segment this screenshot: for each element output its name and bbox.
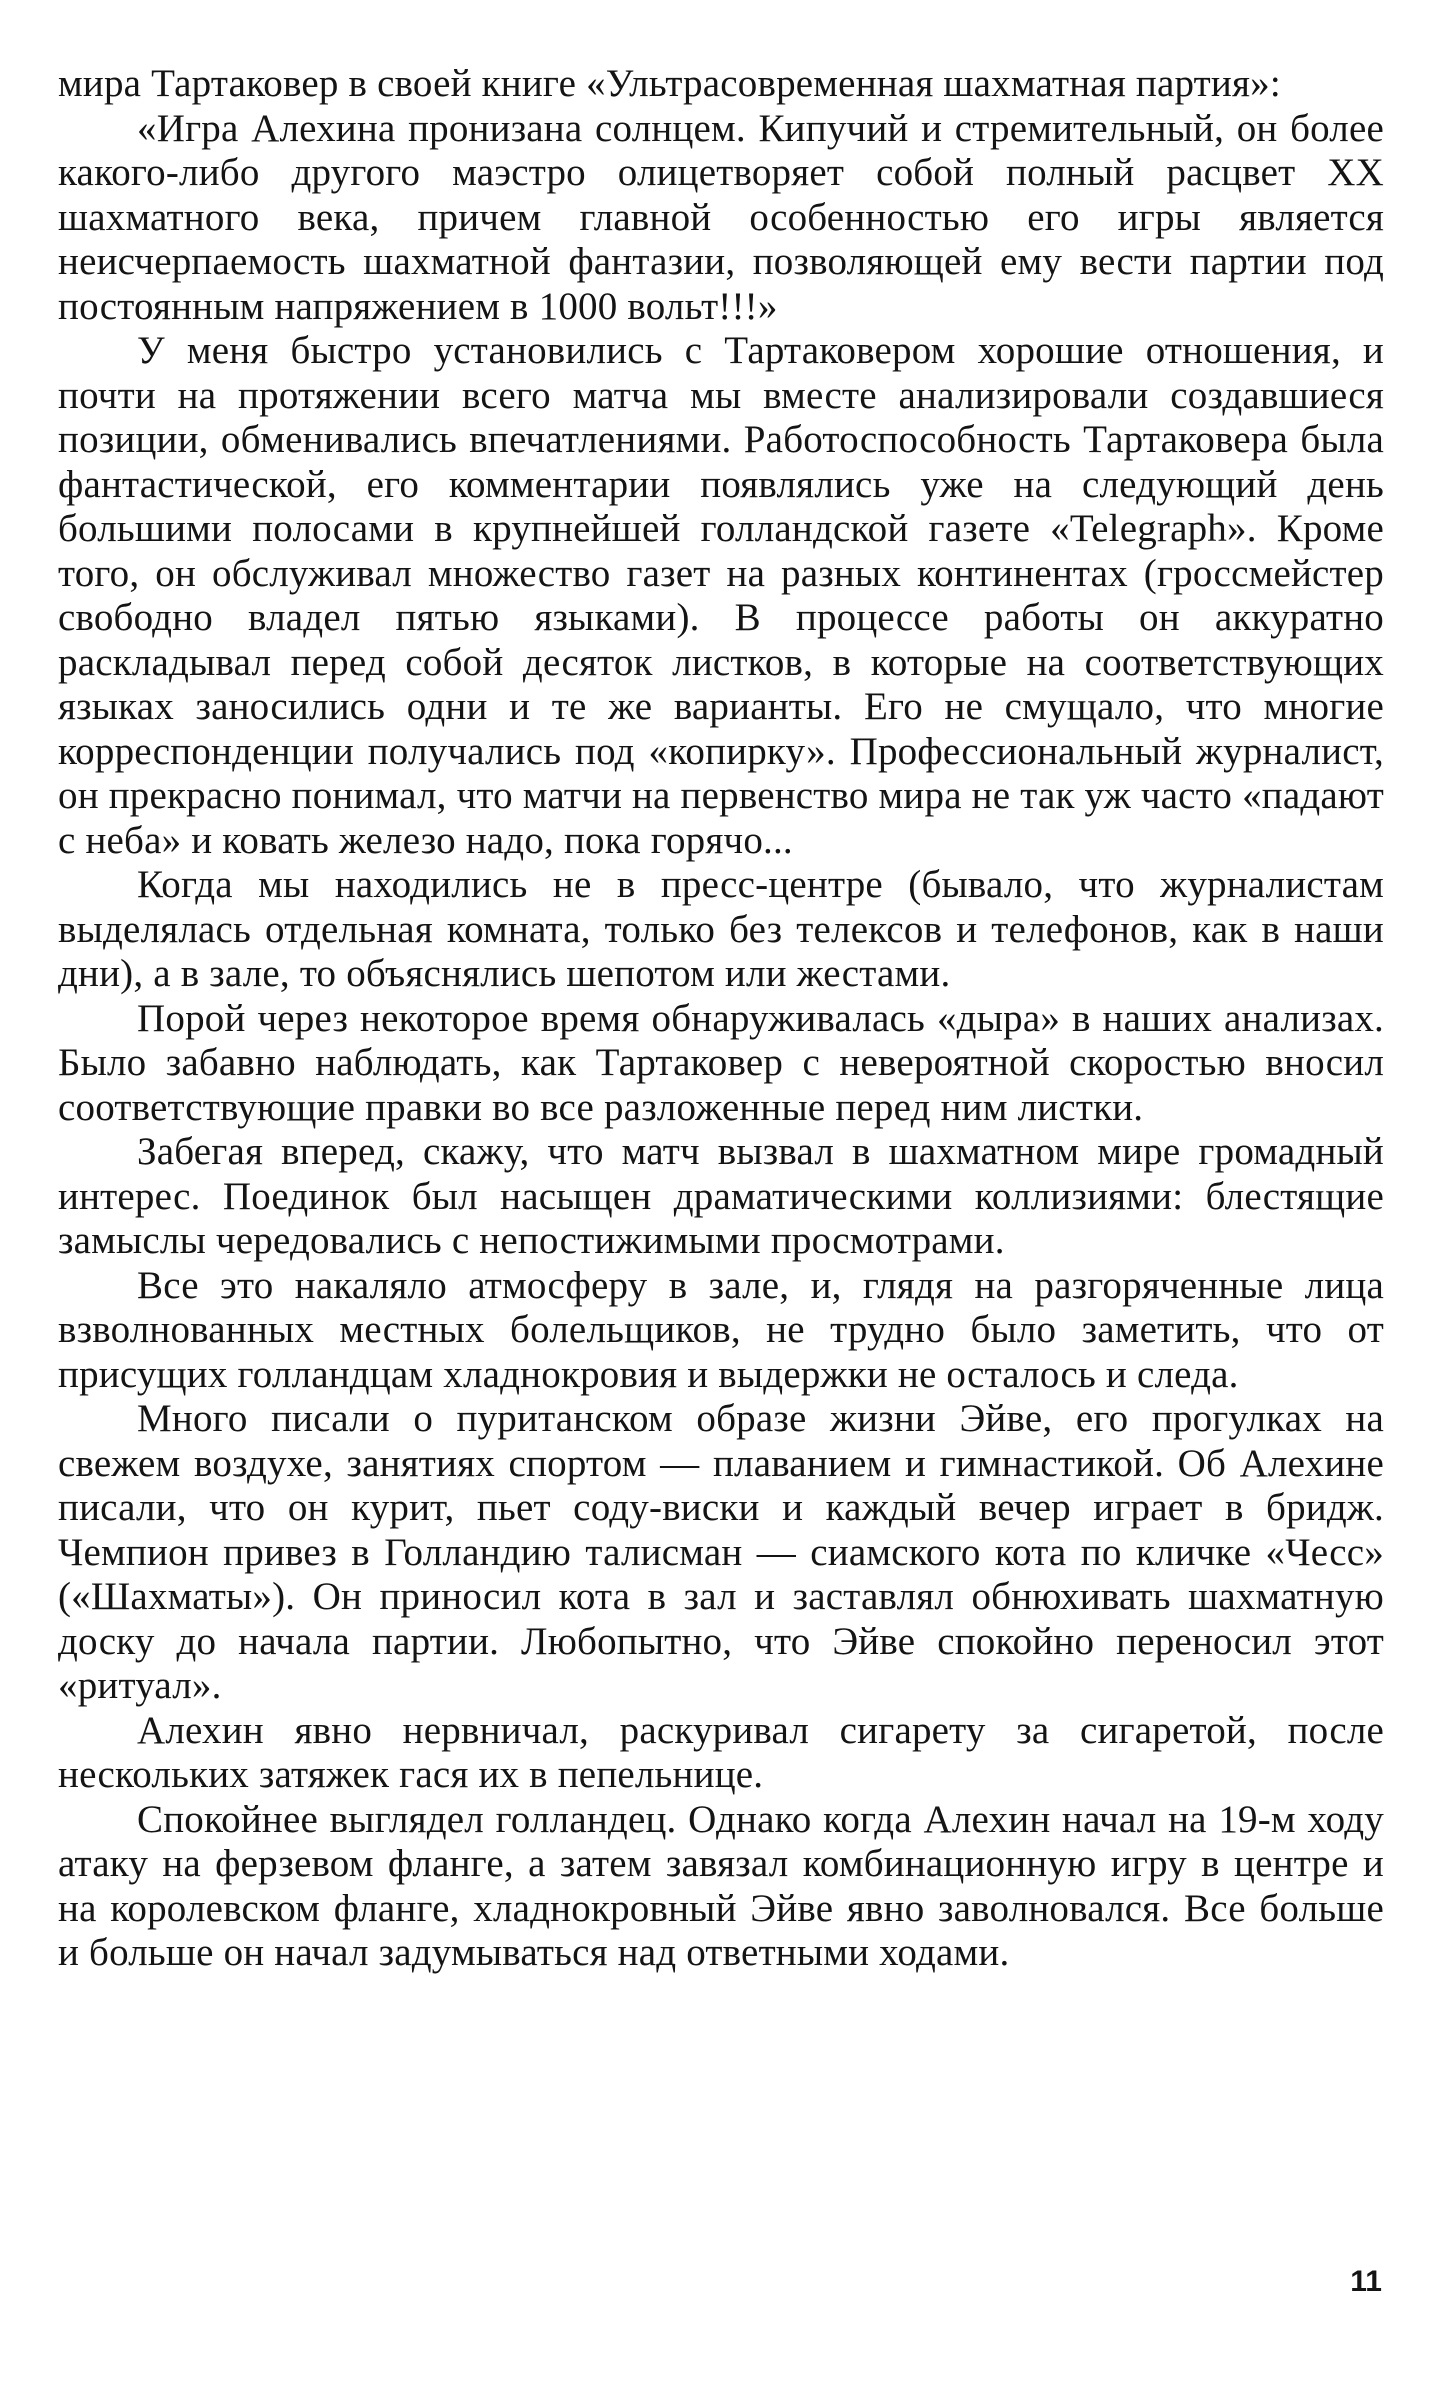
paragraph-continuation: мира Тартаковер в своей книге «Ультрасовременная шахматная партия»: xyxy=(58,62,1281,105)
paragraph: У меня быстро установились с Тартаковером хорошие отношения, и почти на протяжении всего матча мы вместе анализировали создавшиеся позиции, обменивались впечатлениями. Работоспособность Тартаковера была фантастической, его комментарии появлялись уже на следующий день большими полосами в крупнейшей голландской газете «Telegraph». Кроме того, он обслуживал множество газет на разных континентах (гроссмейстер свободно владел пятью языками). В процессе работы он аккуратно раскладывал перед собой десяток листков, в которые на соответствующих языках заносились одни и те же варианты. Его не смущало, что многие корреспонденции получались под «копирку». Профессиональный журналист, он прекрасно понимал, что матчи на первенство мира не так уж часто «падают с неба» и ковать железо надо, пока горячо... xyxy=(58,329,1384,862)
paragraph-quote: «Игра Алехина пронизана солнцем. Кипучий и стремительный, он более какого-либо другого маэстро олицетворяет собой полный расцвет XX шахматного века, причем главной особенностью его игры является неисчерпаемость шахматной фантазии, позволяющей ему вести партии под постоянным напряжением в 1000 вольт!!!» xyxy=(58,106,1384,328)
paragraph: Забегая вперед, скажу, что матч вызвал в шахматном мире громадный интерес. Поединок был насыщен драматическими коллизиями: блестящие замыслы чередовались с непостижимыми просмотрами. xyxy=(58,1130,1384,1262)
paragraph: Спокойнее выглядел голландец. Однако когда Алехин начал на 19-м ходу атаку на ферзевом фланге, а затем завязал комбинационную игру в центре и на королевском фланге, хладнокровный Эйве явно заволновался. Все больше и больше он начал задумываться над ответными ходами. xyxy=(58,1797,1384,1974)
paragraph: Алехин явно нервничал, раскуривал сигарету за сигаретой, после нескольких затяжек гася их в пепельнице. xyxy=(58,1708,1384,1796)
page-number: 11 xyxy=(1350,2265,1382,2298)
paragraph: Все это накаляло атмосферу в зале, и, глядя на разгоряченные лица взволнованных местных болельщиков, не трудно было заметить, что от присущих голландцам хладнокровия и выдержки не осталось и следа. xyxy=(58,1263,1384,1396)
paragraph: Когда мы находились не в пресс-центре (бывало, что журналистам выделялась отдельная комната, только без телексов и телефонов, как в наши дни), а в зале, то объяснялись шепотом или жестами. xyxy=(58,863,1384,995)
book-page-text xyxy=(58,62,1384,1976)
paragraph: Порой через некоторое время обнаруживалась «дыра» в наших анализах. Было забавно наблюдать, как Тартаковер с невероятной скоростью вносил соответствующие правки во все разложенные перед ним листки. xyxy=(58,996,1384,1129)
paragraph: Много писали о пуританском образе жизни Эйве, его прогулках на свежем воздухе, занятиях спортом — плаванием и гимнастикой. Об Алехине писали, что он курит, пьет соду-виски и каждый вечер играет в бридж. Чемпион привез в Голландию талисман — сиамского кота по кличке «Чесс» («Шахматы»). Он приносил кота в зал и заставлял обнюхивать шахматную доску до начала партии. Любопытно, что Эйве спокойно переносил этот «ритуал». xyxy=(58,1397,1384,1707)
